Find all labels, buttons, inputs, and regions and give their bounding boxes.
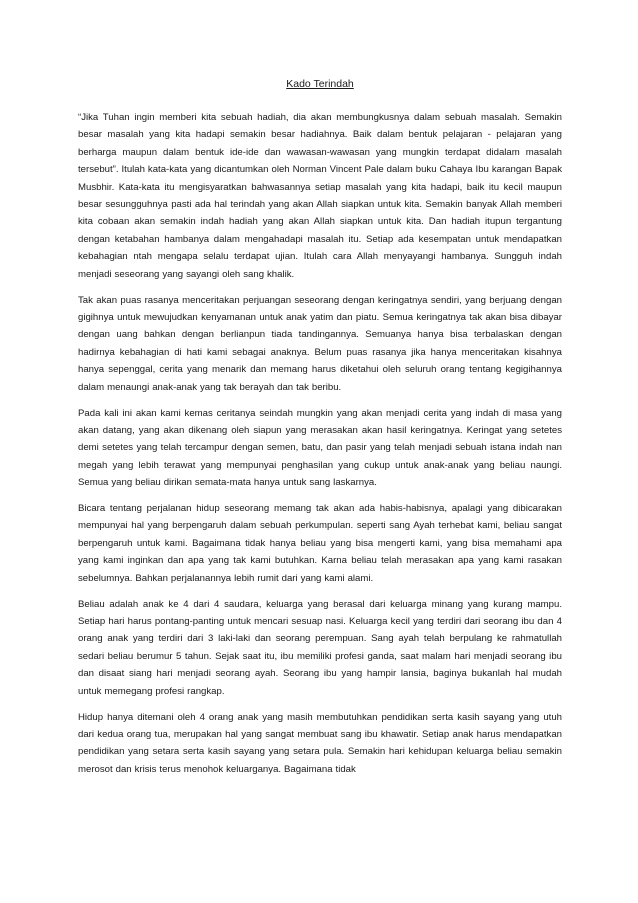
paragraph-4: Bicara tentang perjalanan hidup seseorang memang tak akan ada habis-habisnya, apalagi yang dibicarakan mempunyai hal yang berpengaruh dalam sebuah perkumpulan. seperti sang Ayah terhebat kami, beliau sangat berpengaruh untuk kami. Bagaimana tidak hanya beliau yang bisa mengerti kami, yang bisa memahami apa yang kami inginkan dan apa yang tak kami butuhkan. Karna beliau telah merasakan apa yang kami rasakan sebelumnya. Bahkan perjalanannya lebih rumit dari yang kami alami. (78, 503, 562, 584)
paragraph-1: “Jika Tuhan ingin memberi kita sebuah hadiah, dia akan membungkusnya dalam sebuah masalah. Semakin besar masalah yang kita hadapi semakin besar hadiahnya. Baik dalam bentuk pelajaran - pelajaran yang berharga maupun dalam bentuk ide-ide dan wawasan-wawasan yang mungkin terdapat didalam masalah tersebut”. Itulah kata-kata yang dicantumkan oleh Norman Vincent Pale dalam buku Cahaya Ibu karangan Bapak Musbhir. Kata-kata itu mengisyaratkan bahwasannya setiap masalah yang kita hadapi, baik itu kecil maupun besar sesungguhnya pasti ada hal terindah yang akan Allah siapkan untuk kita. Semakin banyak Allah memberi kita cobaan akan semakin indah hadiah yang akan Allah siapkan untuk kita. Dan hadiah itupun tergantung dengan ketabahan hambanya dalam mengahadapi masalah itu. Setiap ada kesempatan untuk mendapatkan kebahagian ntah mengapa selalu terdapat ujian. Itulah cara Allah menyayangi hambanya. Sungguh indah menjadi seseorang yang sayangi oleh sang khalik. (78, 112, 563, 280)
paragraph-6: Hidup hanya ditemani oleh 4 orang anak yang masih membutuhkan pendidikan serta kasih sayang yang utuh dari kedua orang tua, merupakan hal yang sangat membuat sang ibu khawatir. Setiap anak harus mendapatkan pendidikan yang setara serta kasih sayang yang setara pula. Semakin hari kehidupan keluarga beliau semakin merosot dan krisis terus menohok keluarganya. Bagaimana tidak (78, 711, 562, 775)
document-page (78, 75, 562, 787)
document-title: Kado Terindah (286, 78, 354, 90)
paragraph-3: Pada kali ini akan kami kemas ceritanya seindah mungkin yang akan menjadi cerita yang indah di masa yang akan datang, yang akan dikenang oleh siapun yang merasakan akan hasil keringatnya. Keringat yang setetes demi setetes yang telah tercampur dengan semen, batu, dan pasir yang telah menjadi sebuah istana indah nan megah yang lebih terawat yang mempunyai penghasilan yang cukup untuk anak-anak yang beliau naungi. Semua yang beliau dirikan semata-mata hanya untuk sang laskarnya. (78, 407, 562, 489)
paragraph-2: Tak akan puas rasanya menceritakan perjuangan seseorang dengan keringatnya sendiri, yang berjuang dengan gigihnya untuk mewujudkan kenyamanan untuk anak yatim dan piatu. Semua keringatnya tak akan bisa dibayar dengan uang bahkan dengan berlianpun tiada tandingannya. Semuanya hanya bisa terbalaskan dengan hadirnya kebahagian di hati kami sebagai anaknya. Belum puas rasanya jika hanya menceritakan kisahnya hanya sepenggal, cerita yang menarik dan memang harus diketahui oleh seluruh orang tentang kegigihannya dalam menaungi anak-anak yang tak berayah dan tak beribu. (78, 294, 562, 393)
paragraph-5: Beliau adalah anak ke 4 dari 4 saudara, keluarga yang berasal dari keluarga minang yang kurang mampu. Setiap hari harus pontang-panting untuk mencari sesuap nasi. Keluarga kecil yang terdiri dari seorang ibu dan 4 orang anak yang terdiri dari 3 laki-laki dan seorang perempuan. Sang ayah telah berpulang ke rahmatullah sedari beliau berumur 5 tahun. Sejak saat itu, ibu memiliki profesi ganda, saat malam hari menjadi seorang ibu dan disaat siang hari menjadi seorang ayah. Seorang ibu yang hampir lansia, baginya bukanlah hal mudah untuk memegang profesi rangkap. (78, 598, 562, 697)
